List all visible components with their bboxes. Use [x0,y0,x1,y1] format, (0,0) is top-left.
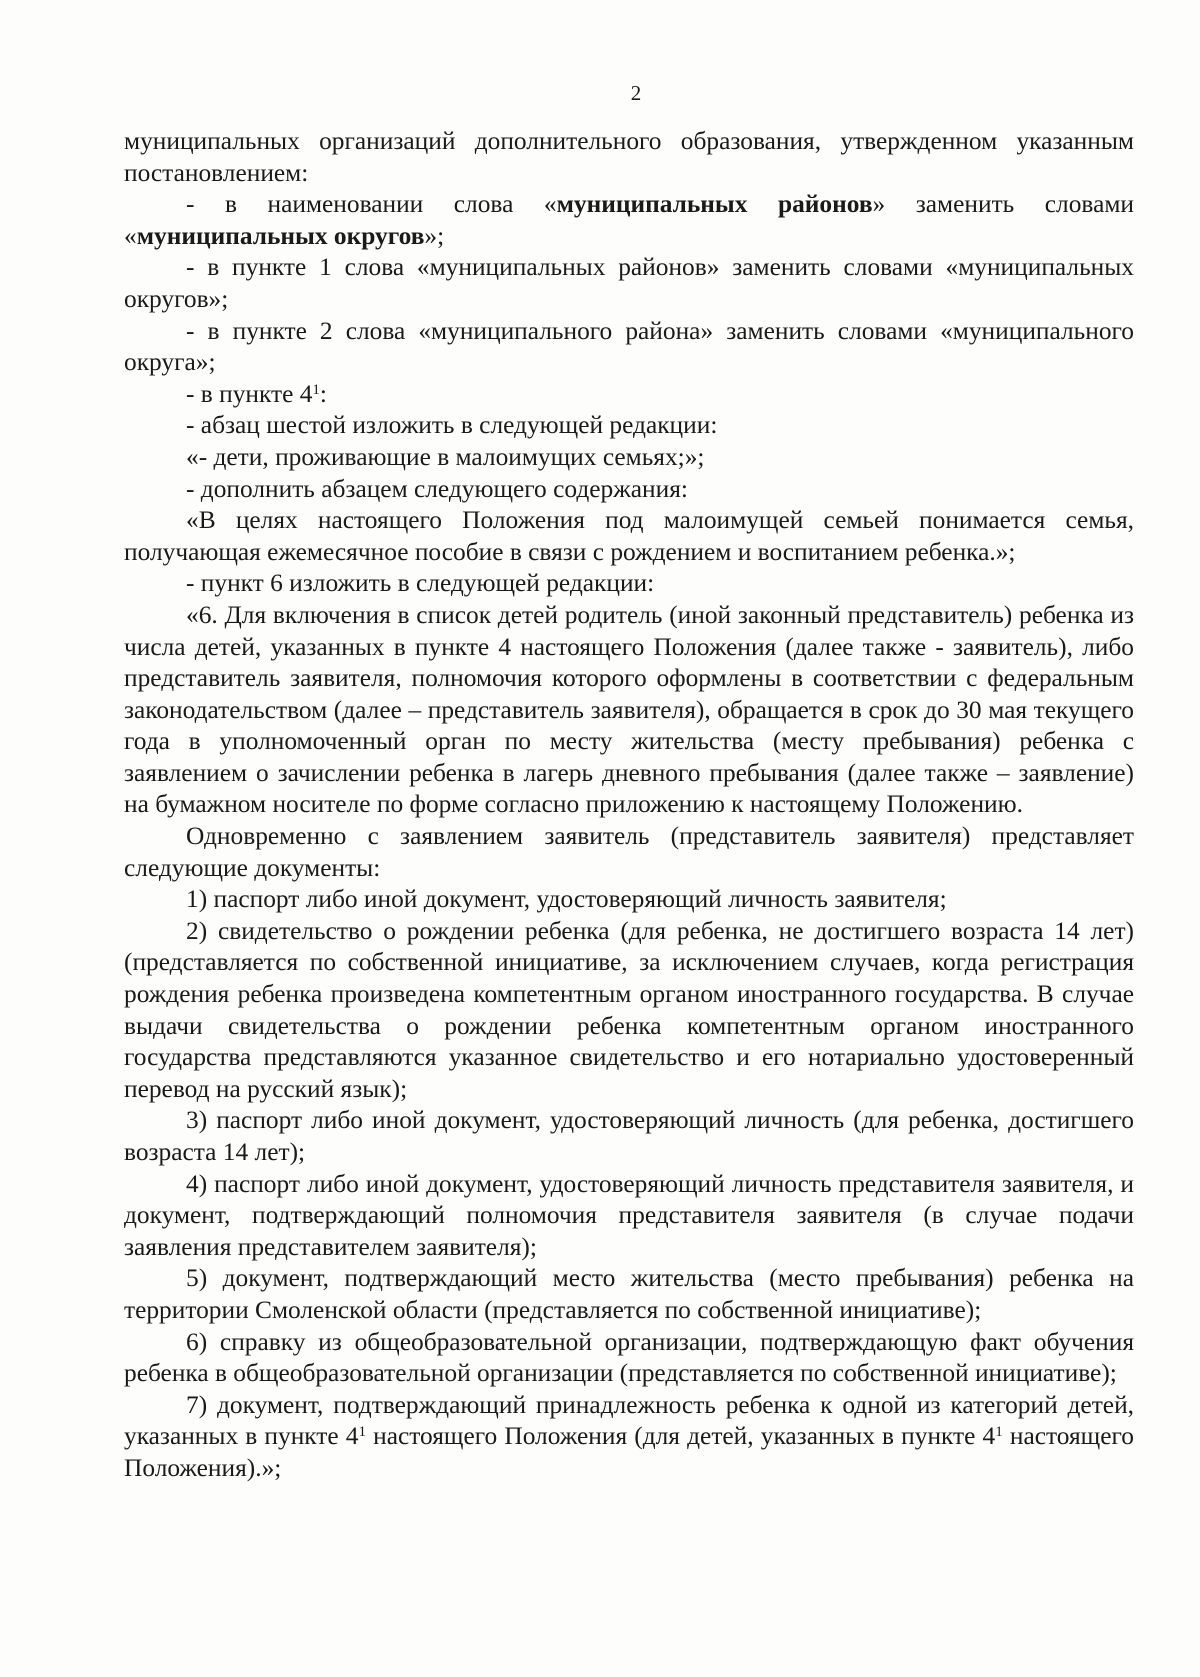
paragraph [124,600,1134,821]
paragraph [124,1327,1134,1390]
superscript: 1 [312,381,320,398]
text-run: 1) паспорт либо иной документ, удостоверяющий личность заявителя; [186,885,947,914]
text-run: 7) документ, подтверждающий принадлежность ребенка к одной из категорий детей, указанных в пункте 4 [124,1390,1134,1451]
paragraph [124,316,1134,379]
superscript: 1 [358,1424,366,1441]
text-run: 5) документ, подтверждающий место жительства (место пребывания) ребенка на территории Смоленской области (представляется по собственной инициативе); [124,1264,1134,1324]
text-run: - пункт 6 изложить в следующей редакции: [186,569,655,598]
text-run: : [319,379,327,408]
text-run: - в пункте 4 [186,379,313,408]
paragraph [124,568,1134,600]
paragraph [124,252,1134,315]
superscript: 1 [995,1424,1003,1441]
paragraph [124,126,1134,189]
text-run: Одновременно с заявлением заявитель (представитель заявителя) представляет следующие документы: [124,822,1134,882]
paragraph [124,410,1134,442]
paragraph [124,1263,1134,1326]
paragraph [124,474,1134,506]
paragraph [124,379,1134,411]
document-body [124,126,1134,1485]
text-run: настоящего Положения).»; [124,1422,1134,1482]
paragraph [124,821,1134,884]
text-run: » заменить словами « [124,190,1134,250]
text-run: 3) паспорт либо иной документ, удостоверяющий личность (для ребенка, достигшего возраста 14 лет); [124,1106,1134,1166]
text-run: »; [424,221,445,250]
text-run: муниципальных организаций дополнительного образования, утвержденном указанным постановлением: [124,127,1134,187]
paragraph [124,916,1134,1106]
text-run: «В целях настоящего Положения под малоимущей семьей понимается семья, получающая ежемесячное пособие в связи с рождением и воспитанием ребенка.»; [124,506,1134,566]
paragraph [124,1390,1134,1485]
text-run: 2) свидетельство о рождении ребенка (для ребенка, не достигшего возраста 14 лет) (представляется по собственной инициативе, за исключением случаев, когда регистрация рождения ребенка произведена компетентным органом иностранного государства. В случае выдачи свидетельства о рождении ребенка компетентным органом иностранного государства представляются указанное свидетельство и его нотариально удостоверенный перевод на русский язык); [124,916,1134,1103]
text-run: «- дети, проживающие в малоимущих семьях;»; [186,442,705,471]
text-run: 4) паспорт либо иной документ, удостоверяющий личность представителя заявителя, и документ, подтверждающий полномочия представителя заявителя (в случае подачи заявления представителем заявителя); [124,1169,1134,1261]
paragraph [124,189,1134,252]
paragraph [124,442,1134,474]
paragraph [124,505,1134,568]
text-run: - в пункте 1 слова «муниципальных районов» заменить словами «муниципальных округов»; [124,253,1134,313]
page-number: 2 [630,81,642,105]
text-run: 6) справку из общеобразовательной организации, подтверждающую факт обучения ребенка в общеобразовательной организации (представляется по собственной инициативе); [124,1327,1134,1388]
paragraph [124,884,1134,916]
paragraph [124,1169,1134,1264]
text-run: - в пункте 2 слова «муниципального района» заменить словами «муниципального округа»; [124,316,1134,377]
text-run: настоящего Положения (для детей, указанных в пункте 4 [366,1422,996,1451]
bold-text: муниципальных округов [136,221,425,250]
text-run: - абзац шестой изложить в следующей редакции: [186,411,718,440]
text-run: - в наименовании слова « [186,190,557,219]
bold-text: муниципальных районов [556,190,873,219]
text-run: «6. Для включения в список детей родитель (иной законный представитель) ребенка из числа детей, указанных в пункте 4 настоящего Положения (далее также - заявитель), либо представитель заявителя, полномочия которого оформлены в соответствии с федеральным законодательством (далее – представитель заявителя), обращается в срок до 30 мая текущего года в уполномоченный орган по месту жительства (месту пребывания) ребенка с заявлением о зачислении ребенка в лагерь дневного пребывания (далее также – заявление) на бумажном носителе по форме согласно приложению к настоящему Положению. [124,600,1134,819]
text-run: - дополнить абзацем следующего содержания: [186,474,688,503]
paragraph [124,1105,1134,1168]
